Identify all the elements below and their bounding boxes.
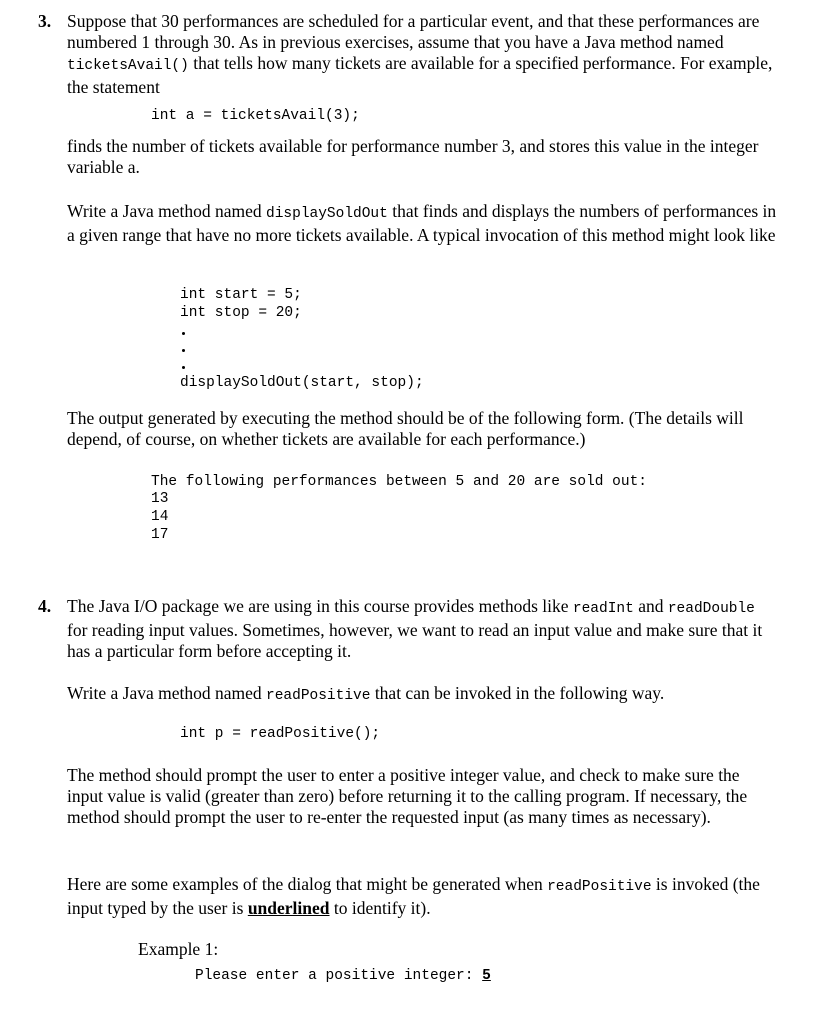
emphasis-underlined: underlined (247, 898, 330, 918)
problem-3-task: Write a Java method named displaySoldOut that finds and displays the numbers of performances in a given range that have no more tickets available. A typical invocation of this method might look like (67, 201, 777, 245)
problem-3-after-statement: finds the number of tickets available for performance number 3, and stores this value in the integer variable a. (67, 136, 759, 177)
ellipsis-dot (182, 332, 185, 335)
ellipsis-dot (182, 349, 185, 352)
problem-3-intro: Suppose that 30 performances are scheduled for a particular event, and that these performances are numbered 1 through 30. As in previous exercises, assume that you have a Java method named ticketsAvail() that tells how many tickets are available for a specified performance. For example, the statement (67, 11, 773, 97)
problem-3-output-description: The output generated by executing the method should be of the following form. (The details will depend, of course, on whether tickets are available for each performance.) (67, 408, 744, 449)
problem-3 (38, 10, 778, 550)
inline-code: readDouble (667, 601, 755, 617)
example-dialog-line (195, 967, 491, 985)
code-invocation-call: displaySoldOut(start, stop); (180, 375, 424, 391)
example-user-input: 5 (482, 968, 491, 984)
ellipsis-dot (182, 366, 185, 369)
problem-4 (38, 595, 778, 1015)
problem-4-examples-intro: Here are some examples of the dialog that might be generated when readPositive is invoked (the input typed by the user is underlined to identify it). (67, 874, 760, 918)
inline-code: readPositive (547, 879, 652, 895)
code-invocation: int p = readPositive(); (180, 726, 381, 742)
problem-number: 3. (38, 11, 52, 31)
output-value: 14 (151, 509, 169, 525)
inline-code: ticketsAvail() (67, 58, 189, 74)
code-statement: int a = ticketsAvail(3); (151, 108, 360, 124)
example-prompt: Please enter a positive integer: (195, 968, 483, 984)
problem-4-intro: The Java I/O package we are using in this course provides methods like readInt and readDouble for reading input values. Sometimes, however, we want to read an input value and make sure that it has a particular form before accepting it. (67, 596, 763, 661)
code-invocation-line-1: int start = 5; (180, 287, 302, 303)
output-header-line: The following performances between 5 and 20 are sold out: (151, 474, 647, 490)
problem-number: 4. (38, 596, 52, 616)
output-value: 13 (151, 491, 169, 507)
example-label: Example 1: (138, 939, 219, 959)
problem-4-description: The method should prompt the user to enter a positive integer value, and check to make sure the input value is valid (greater than zero) before returning it to the calling program. If necessary, the method should prompt the user to re-enter the requested input (as many times as necessary). (67, 765, 748, 827)
inline-code: displaySoldOut (266, 206, 388, 222)
inline-code: readPositive (266, 688, 371, 704)
problem-4-task: Write a Java method named readPositive that can be invoked in the following way. (67, 683, 665, 704)
output-value: 17 (151, 527, 169, 543)
inline-code: readInt (572, 601, 634, 617)
code-invocation-line-2: int stop = 20; (180, 305, 302, 321)
